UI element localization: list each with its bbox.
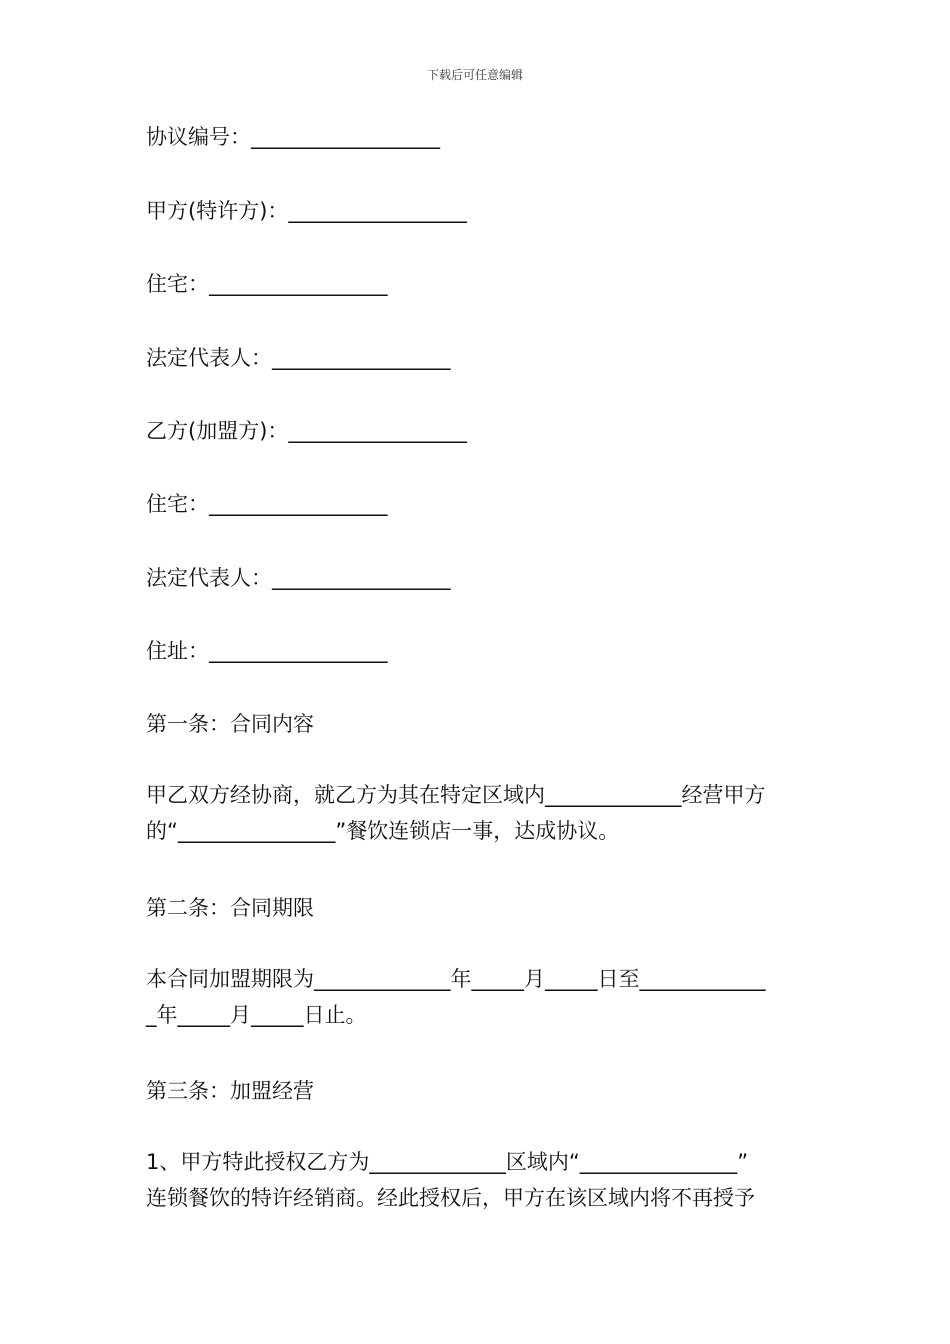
article-3-body: [146, 1144, 810, 1216]
party-a-legal-rep-field: 法定代表人：_________________: [146, 346, 451, 370]
article-2-line-2: _年_____月_____日止。: [146, 1003, 367, 1027]
party-b-residence-field: 住宅：_________________: [146, 492, 388, 516]
party-a-residence-field: 住宅：_________________: [146, 272, 388, 296]
article-1-body: [146, 777, 810, 849]
article-2-line-1: 本合同加盟期限为_____________年_____月_____日至____________: [146, 967, 766, 991]
agreement-number-field: 协议编号：__________________: [146, 125, 440, 149]
page-header: 下载后可任意编辑: [426, 68, 523, 82]
party-b-address-field: 住址：_________________: [146, 639, 388, 663]
party-b-legal-rep-field: 法定代表人：_________________: [146, 566, 451, 590]
article-2-body: [146, 961, 810, 1033]
party-b-field: 乙方(加盟方)：_________________: [146, 419, 467, 443]
party-a-field: 甲方(特许方)：_________________: [146, 199, 467, 223]
article-1-line-2: 的“_______________”餐饮连锁店一事，达成协议。: [146, 819, 620, 843]
article-1-title: 第一条：合同内容: [146, 712, 314, 736]
article-3-line-2: 连锁餐饮的特许经销商。经此授权后，甲方在该区域内将不再授予: [146, 1186, 755, 1210]
article-2-title: 第二条：合同期限: [146, 896, 314, 920]
article-3-title: 第三条：加盟经营: [146, 1079, 314, 1103]
article-1-line-1: 甲乙双方经协商，就乙方为其在特定区域内_____________经营甲方: [146, 783, 766, 807]
article-3-line-1: 1、甲方特此授权乙方为_____________区域内“_______________”: [146, 1150, 749, 1174]
